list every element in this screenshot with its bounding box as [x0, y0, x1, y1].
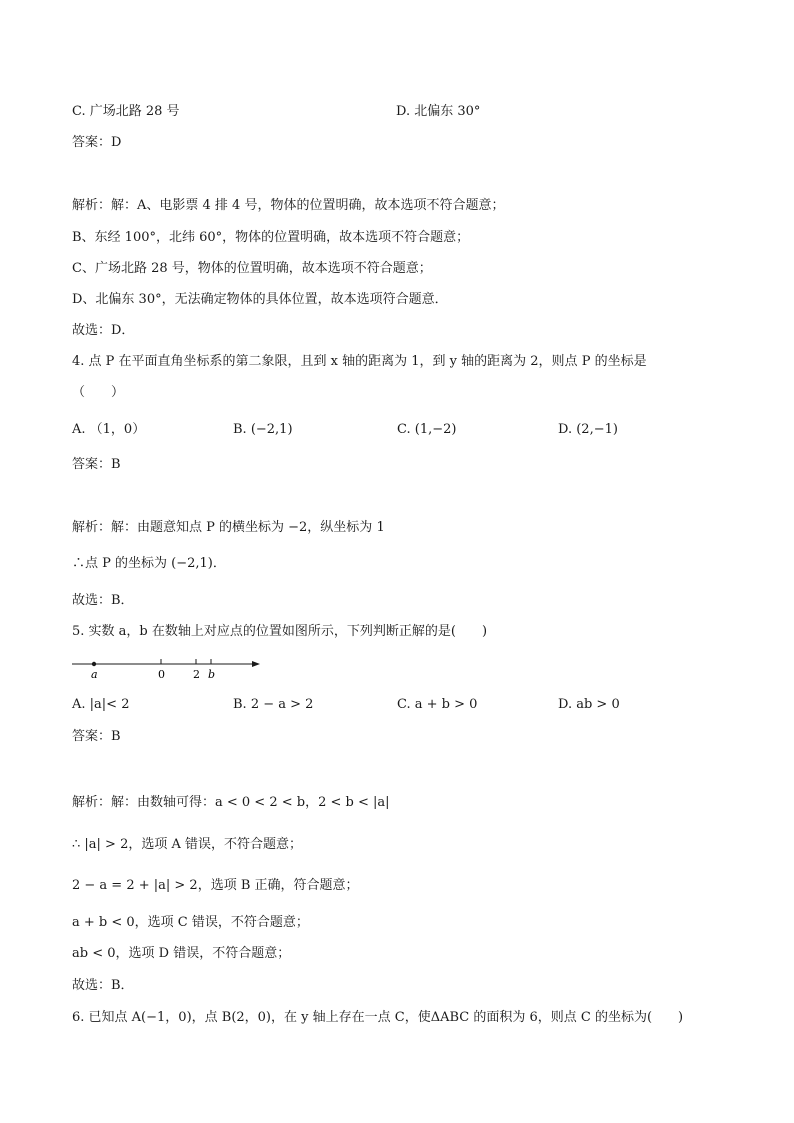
- q3-option-c: C. 广场北路 28 号: [72, 104, 180, 119]
- q3-answer: 答案：D: [72, 135, 122, 150]
- q4-analysis-line-2: ∴点 P 的坐标为 (−2,1)．: [72, 556, 226, 571]
- q3-analysis-line-2: B、东经 100°，北纬 60°，物体的位置明确，故本选项不符合题意；: [72, 230, 470, 245]
- q4-paren: （ ）: [72, 385, 125, 400]
- q5-analysis-line-1: 解析：解：由数轴可得：a < 0 < 2 < b，2 < b < |a|: [72, 795, 390, 810]
- axis-label-b: b: [208, 668, 216, 681]
- number-line-figure: [68, 652, 268, 682]
- q6-stem: 6. 已知点 A(−1，0)，点 B(2，0)，在 y 轴上存在一点 C，使ΔABC 的面积为 6，则点 C 的坐标为( ): [72, 1010, 684, 1025]
- q5-analysis-line-3: 2 − a = 2 + |a| > 2，选项 B 正确，符合题意；: [72, 878, 359, 893]
- q4-analysis-line-1: 解析：解：由题意知点 P 的横坐标为 −2，纵坐标为 1: [72, 520, 385, 535]
- q4-option-b: B. (−2,1): [233, 422, 293, 437]
- number-line-arrow: [252, 661, 260, 667]
- q5-analysis-line-6: 故选：B．: [72, 978, 134, 993]
- q5-option-b: B. 2 − a > 2: [233, 697, 314, 712]
- q4-stem: 4. 点 P 在平面直角坐标系的第二象限，且到 x 轴的距离为 1，到 y 轴的距离为 2，则点 P 的坐标是: [72, 354, 647, 369]
- q3-option-d: D. 北偏东 30°: [396, 104, 481, 119]
- q4-option-d: D. (2,−1): [558, 422, 618, 437]
- axis-label-2: 2: [193, 668, 200, 681]
- q4-option-a: A. （1，0）: [72, 422, 146, 437]
- q3-analysis-line-5: 故选：D．: [72, 323, 135, 338]
- q5-answer: 答案：B: [72, 729, 121, 744]
- q3-analysis-line-1: 解析：解：A、电影票 4 排 4 号，物体的位置明确，故本选项不符合题意；: [72, 198, 505, 213]
- point-a-dot: [92, 662, 96, 666]
- q4-answer: 答案：B: [72, 457, 121, 472]
- q5-analysis-line-5: ab < 0，选项 D 错误，不符合题意；: [72, 946, 291, 961]
- q3-analysis-line-4: D、北偏东 30°，无法确定物体的具体位置，故本选项符合题意．: [72, 292, 448, 307]
- q3-analysis-line-3: C、广场北路 28 号，物体的位置明确，故本选项不符合题意；: [72, 261, 432, 276]
- q5-option-a: A. |a|< 2: [72, 697, 130, 712]
- axis-label-0: 0: [158, 668, 165, 681]
- q5-analysis-line-4: a + b < 0，选项 C 错误，不符合题意；: [72, 915, 309, 930]
- q5-option-d: D. ab > 0: [558, 697, 620, 712]
- q5-stem: 5. 实数 a，b 在数轴上对应点的位置如图所示，下列判断正解的是( ): [72, 624, 488, 639]
- q5-analysis-line-2: ∴ |a| > 2，选项 A 错误，不符合题意；: [72, 837, 302, 852]
- q4-analysis-line-3: 故选：B．: [72, 593, 134, 608]
- q4-option-c: C. (1,−2): [397, 422, 457, 437]
- axis-label-a: a: [91, 668, 98, 681]
- q5-option-c: C. a + b > 0: [397, 697, 478, 712]
